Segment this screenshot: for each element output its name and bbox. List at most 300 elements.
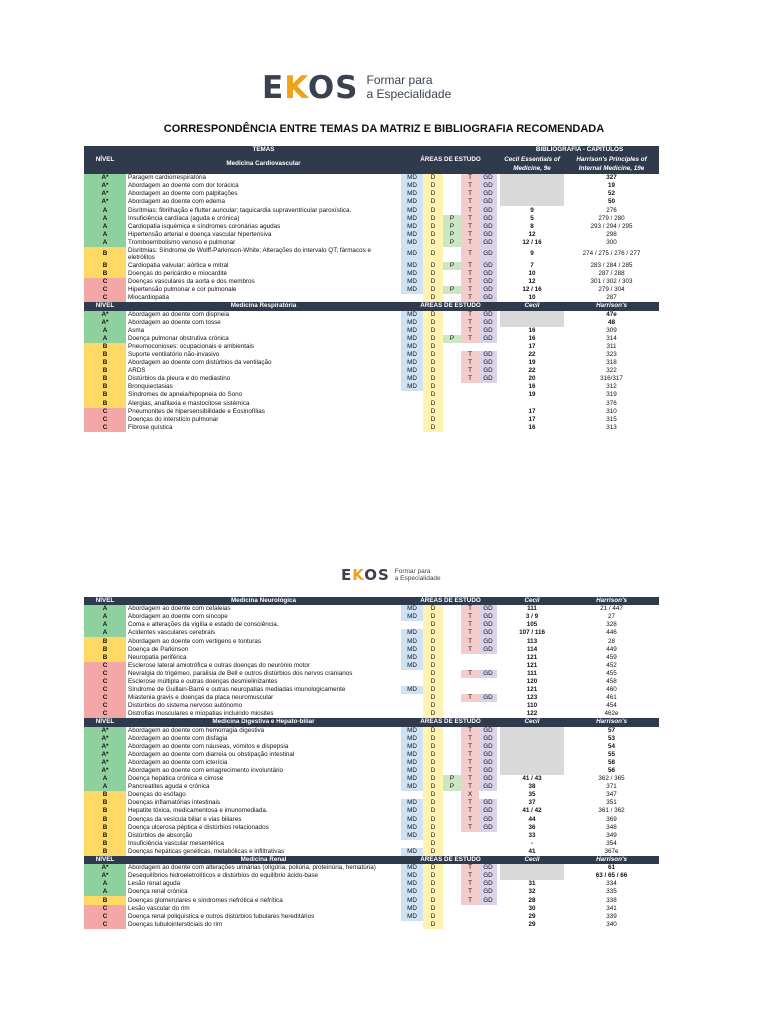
area-gd: GD: [479, 262, 497, 270]
table-row: [84, 678, 659, 686]
header-biblio: BIBLIOGRAFIA - CAPÍTULOS: [500, 146, 659, 154]
level-badge: A: [84, 775, 126, 783]
harrison-chapter: 300: [606, 238, 617, 246]
level-badge: A: [84, 206, 126, 214]
area-md: [401, 710, 423, 718]
topic-cell: Insuficiência cardíaca (aguda e crónica): [128, 214, 240, 222]
topic-cell: Doença ulcerosa péptica e distúrbios relacionados: [128, 823, 269, 831]
area-p: P: [443, 335, 461, 343]
table-row: [84, 710, 659, 718]
topic-cell: Asma: [128, 326, 145, 334]
area-t: T: [461, 670, 479, 678]
table-row: [84, 702, 659, 710]
table-row: [84, 383, 659, 391]
level-badge: A: [84, 223, 126, 231]
table-row: [84, 400, 659, 408]
area-md: MD: [401, 654, 423, 662]
area-d: D: [423, 896, 443, 904]
cecil-chapter: 22: [528, 351, 536, 359]
topic-cell: Abordagem ao doente com dispneia: [128, 310, 230, 318]
topic-cell: Doença pulmonar obstrutiva crónica: [128, 334, 229, 342]
harrison-chapter: 316/317: [600, 375, 623, 383]
table-row: [84, 174, 659, 182]
area-t: T: [461, 198, 479, 206]
harrison-chapter: 47e: [606, 310, 617, 318]
area-p: [443, 247, 461, 262]
cecil-chapter: [500, 311, 564, 319]
table-row: [84, 359, 659, 367]
table-row: [84, 391, 659, 399]
cecil-chapter: 121: [526, 653, 538, 661]
area-gd: [479, 424, 497, 432]
harrison-chapter: 340: [606, 920, 617, 928]
cecil-chapter: 110: [526, 702, 538, 710]
cecil-chapter: [500, 174, 564, 182]
topic-cell: Distúrbios da pleura e do mediastino: [128, 375, 231, 383]
area-t: T: [461, 319, 479, 327]
area-p: [443, 351, 461, 359]
area-p: [443, 791, 461, 799]
area-gd: GD: [479, 319, 497, 327]
cecil-chapter: [500, 727, 564, 735]
topic-cell: Miastenia gravis e doenças da placa neuromuscular: [128, 694, 274, 702]
area-d: D: [423, 286, 443, 294]
bibliography-table-2: [84, 597, 659, 929]
document-title: CORRESPONDÊNCIA ENTRE TEMAS DA MATRIZ E BIBLIOGRAFIA RECOMENDADA: [163, 123, 605, 135]
area-t: T: [461, 286, 479, 294]
area-gd: GD: [479, 888, 497, 896]
area-d: D: [423, 702, 443, 710]
cecil-chapter: 9: [530, 206, 534, 214]
topic-cell: Paragem cardiorrespiratória: [128, 174, 207, 182]
topic-cell: Abordagem ao doente com edema: [128, 198, 225, 206]
level-badge: B: [84, 262, 126, 270]
area-d: D: [423, 311, 443, 319]
level-badge: B: [84, 646, 126, 654]
area-p: [443, 743, 461, 751]
area-md: MD: [401, 637, 423, 645]
level-badge: A*: [84, 319, 126, 327]
header-nivel: NÍVEL: [84, 146, 126, 174]
area-d: D: [423, 662, 443, 670]
table-row: [84, 807, 659, 815]
area-d: D: [423, 872, 443, 880]
harrison-chapter: 461: [606, 694, 617, 702]
area-p: P: [443, 783, 461, 791]
topic-cell: Doenças da vesícula biliar e vias biliares: [128, 815, 242, 823]
area-md: MD: [401, 662, 423, 670]
level-badge: B: [84, 637, 126, 645]
topic-cell: Abordagem ao doente com disfagia: [128, 734, 228, 742]
table-row: [84, 223, 659, 231]
table-row: [84, 864, 659, 872]
area-md: MD: [401, 375, 423, 383]
area-d: D: [423, 791, 443, 799]
harrison-chapter: 19: [608, 182, 616, 190]
area-t: [461, 408, 479, 416]
table-row: [84, 832, 659, 840]
level-badge: C: [84, 670, 126, 678]
topic-cell: Abordagem ao doente com hemorragia digestiva: [128, 726, 265, 734]
area-p: [443, 629, 461, 637]
cecil-chapter: 31: [528, 880, 536, 888]
harrison-chapter: 455: [606, 669, 617, 677]
topic-cell: Doença renal crónica: [128, 888, 188, 896]
level-badge: A: [84, 880, 126, 888]
area-p: [443, 613, 461, 621]
table-row: [84, 621, 659, 629]
harrison-chapter: 313: [606, 423, 617, 431]
area-t: [461, 662, 479, 670]
harrison-chapter: 312: [606, 383, 617, 391]
area-md: MD: [401, 231, 423, 239]
area-t: [461, 416, 479, 424]
cecil-chapter: 12: [528, 278, 536, 286]
level-badge: B: [84, 807, 126, 815]
topic-cell: Desequilíbrios hidroeletrolíticos e distúrbios do equilíbrio ácido-base: [128, 872, 319, 880]
level-badge: A*: [84, 182, 126, 190]
logo-mark: EKOS: [262, 70, 359, 106]
level-badge: B: [84, 816, 126, 824]
harrison-chapter: 362 / 365: [598, 775, 625, 783]
harrison-chapter: 338: [606, 896, 617, 904]
cecil-chapter: 3 / 9: [525, 613, 539, 621]
area-gd: GD: [479, 646, 497, 654]
harrison-chapter: 341: [606, 904, 617, 912]
harrison-chapter: 53: [608, 734, 616, 742]
area-d: D: [423, 824, 443, 832]
topic-cell: Doenças do interstício pulmonar: [128, 415, 219, 423]
topic-cell: Abordagem ao doente com palpitações: [128, 190, 238, 198]
topic-cell: Doenças glomerulares e síndromes nefrótica e nefrítica: [128, 896, 283, 904]
cecil-chapter: 16: [528, 334, 536, 342]
area-md: MD: [401, 613, 423, 621]
level-badge: A*: [84, 190, 126, 198]
table-row: [84, 270, 659, 278]
level-badge: A: [84, 888, 126, 896]
level-badge: C: [84, 921, 126, 929]
area-t: [461, 400, 479, 408]
cecil-chapter: 10: [528, 294, 536, 302]
harrison-chapter: 310: [606, 407, 617, 415]
area-t: [461, 905, 479, 913]
cecil-chapter: 29: [528, 920, 536, 928]
area-gd: GD: [479, 629, 497, 637]
table-row: [84, 905, 659, 913]
area-p: [443, 327, 461, 335]
level-badge: B: [84, 351, 126, 359]
harrison-chapter: 287: [606, 294, 617, 302]
area-gd: GD: [479, 751, 497, 759]
area-t: T: [461, 206, 479, 214]
section-header-0: Medicina Cardiovascular: [126, 154, 401, 174]
harrison-chapter: 449: [606, 645, 617, 653]
area-md: [401, 416, 423, 424]
area-t: T: [461, 799, 479, 807]
bibliography-table-1: [84, 146, 659, 432]
cecil-chapter: 35: [528, 791, 536, 799]
area-t: T: [461, 223, 479, 231]
level-badge: B: [84, 367, 126, 375]
area-md: MD: [401, 605, 423, 613]
area-p: [443, 182, 461, 190]
area-p: [443, 605, 461, 613]
level-badge: A*: [84, 872, 126, 880]
level-badge: C: [84, 694, 126, 702]
harrison-chapter: 28: [608, 637, 616, 645]
area-md: [401, 408, 423, 416]
area-d: D: [423, 400, 443, 408]
area-md: MD: [401, 629, 423, 637]
area-t: T: [461, 864, 479, 872]
area-d: D: [423, 840, 443, 848]
cecil-chapter: 17: [528, 415, 536, 423]
harrison-chapter: 361 / 362: [598, 807, 625, 815]
area-t: T: [461, 190, 479, 198]
header-nivel: NÍVEL: [84, 597, 126, 605]
table-row: [84, 629, 659, 637]
harrison-chapter: 309: [606, 326, 617, 334]
header-temas: TEMAS: [126, 146, 401, 154]
area-t: [461, 654, 479, 662]
level-badge: A: [84, 783, 126, 791]
area-md: MD: [401, 190, 423, 198]
area-md: [401, 424, 423, 432]
harrison-chapter: 276: [606, 206, 617, 214]
cecil-chapter: [500, 767, 564, 775]
header-areas: ÁREAS DE ESTUDO: [401, 146, 500, 174]
area-md: MD: [401, 327, 423, 335]
area-d: D: [423, 375, 443, 383]
area-d: D: [423, 262, 443, 270]
harrison-chapter: 327: [606, 174, 617, 182]
harrison-chapter: 318: [606, 359, 617, 367]
area-gd: [479, 662, 497, 670]
area-gd: [479, 832, 497, 840]
harrison-chapter: 311: [606, 342, 617, 350]
area-gd: GD: [479, 807, 497, 815]
area-p: [443, 888, 461, 896]
topic-cell: Abordagem ao doente com diarreia ou obstipação intestinal: [128, 750, 295, 758]
harrison-chapter: 462e: [604, 710, 619, 718]
area-md: MD: [401, 751, 423, 759]
area-d: D: [423, 637, 443, 645]
area-md: [401, 702, 423, 710]
table-row: [84, 848, 659, 856]
area-md: MD: [401, 206, 423, 214]
area-t: [461, 710, 479, 718]
level-badge: B: [84, 247, 126, 262]
area-d: D: [423, 629, 443, 637]
area-p: [443, 270, 461, 278]
level-badge: A: [84, 605, 126, 613]
level-badge: C: [84, 702, 126, 710]
area-d: D: [423, 670, 443, 678]
cecil-chapter: 28: [528, 896, 536, 904]
harrison-chapter: 347: [606, 791, 617, 799]
area-p: [443, 198, 461, 206]
level-badge: B: [84, 391, 126, 399]
section-header-3: Medicina Digestiva e Hepato-biliar: [126, 718, 401, 726]
area-p: [443, 400, 461, 408]
area-p: P: [443, 262, 461, 270]
harrison-chapter: 314: [606, 334, 617, 342]
area-p: [443, 670, 461, 678]
table-row: [84, 351, 659, 359]
area-d: D: [423, 775, 443, 783]
cecil-chapter: 114: [526, 645, 538, 653]
level-badge: B: [84, 791, 126, 799]
level-badge: C: [84, 913, 126, 921]
table-row: [84, 816, 659, 824]
topic-cell: Abordagem ao doente com vertigens e tonturas: [128, 637, 262, 645]
area-gd: GD: [479, 206, 497, 214]
brand-logo-small: [341, 566, 441, 584]
area-p: [443, 367, 461, 375]
area-t: T: [461, 613, 479, 621]
header-areas: ÁREAS DE ESTUDO: [401, 856, 500, 864]
area-md: [401, 391, 423, 399]
area-t: T: [461, 335, 479, 343]
level-badge: C: [84, 424, 126, 432]
topic-cell: Cardiopatia valvular: aórtica e mitral: [128, 261, 229, 269]
area-md: MD: [401, 799, 423, 807]
area-gd: GD: [479, 215, 497, 223]
area-d: D: [423, 694, 443, 702]
topic-cell: Doença renal poliquística e outros distúrbios tubulares hereditários: [128, 912, 315, 920]
area-t: [461, 840, 479, 848]
level-badge: A: [84, 215, 126, 223]
harrison-chapter: 369: [606, 815, 617, 823]
area-md: MD: [401, 872, 423, 880]
area-md: MD: [401, 343, 423, 351]
table-row: [84, 694, 659, 702]
harrison-chapter: 21 / 447: [600, 605, 623, 613]
harrison-chapter: 279 / 304: [598, 286, 625, 294]
table-row: [84, 319, 659, 327]
area-d: D: [423, 880, 443, 888]
area-md: [401, 694, 423, 702]
area-md: [401, 791, 423, 799]
area-md: MD: [401, 727, 423, 735]
table-row: [84, 294, 659, 302]
area-gd: GD: [479, 816, 497, 824]
area-t: T: [461, 767, 479, 775]
harrison-chapter: 27: [608, 613, 616, 621]
area-t: T: [461, 262, 479, 270]
area-p: [443, 710, 461, 718]
harrison-chapter: 452: [606, 661, 617, 669]
area-gd: GD: [479, 335, 497, 343]
topic-cell: Síndrome de Guillain-Barré e outras neuropatias mediadas imunologicamente: [128, 686, 346, 694]
area-md: [401, 294, 423, 302]
table-row: [84, 231, 659, 239]
area-t: T: [461, 621, 479, 629]
table-row: [84, 278, 659, 286]
cecil-chapter: 12 / 16: [522, 286, 542, 294]
harrison-chapter: 279 / 280: [598, 214, 625, 222]
table-row: [84, 335, 659, 343]
area-d: D: [423, 816, 443, 824]
area-gd: [479, 905, 497, 913]
area-md: MD: [401, 215, 423, 223]
level-badge: B: [84, 654, 126, 662]
cecil-chapter: 121: [526, 661, 538, 669]
area-gd: [479, 840, 497, 848]
area-d: D: [423, 424, 443, 432]
area-d: D: [423, 646, 443, 654]
level-badge: B: [84, 343, 126, 351]
topic-cell: Distúrbios de absorção: [128, 831, 193, 839]
table-row: [84, 743, 659, 751]
area-p: [443, 383, 461, 391]
level-badge: A: [84, 231, 126, 239]
table-row: [84, 913, 659, 921]
area-t: T: [461, 215, 479, 223]
area-md: MD: [401, 223, 423, 231]
area-d: D: [423, 294, 443, 302]
area-p: [443, 694, 461, 702]
area-t: T: [461, 694, 479, 702]
area-p: [443, 751, 461, 759]
cecil-chapter: 36: [528, 823, 536, 831]
area-gd: [479, 686, 497, 694]
harrison-chapter: 460: [606, 686, 617, 694]
topic-cell: Abordagem ao doente com alterações urinárias (olígúria, poliúria, proteinúria, hematúria): [128, 864, 376, 872]
topic-cell: Abordagem ao doente com icterícia: [128, 758, 228, 766]
area-d: D: [423, 686, 443, 694]
area-md: MD: [401, 896, 423, 904]
area-p: [443, 174, 461, 182]
section-header-4: Medicina Renal: [126, 856, 401, 864]
area-t: T: [461, 646, 479, 654]
area-p: [443, 767, 461, 775]
header-cecil: Cecil: [500, 718, 564, 726]
area-p: [443, 408, 461, 416]
level-badge: C: [84, 408, 126, 416]
area-md: MD: [401, 270, 423, 278]
header-harrison: Harrison's: [564, 597, 659, 605]
area-p: P: [443, 239, 461, 247]
area-p: [443, 702, 461, 710]
area-d: D: [423, 832, 443, 840]
area-d: D: [423, 848, 443, 856]
cecil-chapter: 16: [528, 383, 536, 391]
cecil-chapter: 8: [530, 222, 534, 230]
area-d: D: [423, 888, 443, 896]
area-d: D: [423, 864, 443, 872]
area-md: MD: [401, 182, 423, 190]
area-p: [443, 391, 461, 399]
cecil-chapter: 20: [528, 375, 536, 383]
table-row: [84, 613, 659, 621]
area-p: [443, 896, 461, 904]
table-row: [84, 247, 659, 262]
level-badge: B: [84, 824, 126, 832]
level-badge: A: [84, 327, 126, 335]
area-t: T: [461, 888, 479, 896]
area-md: MD: [401, 767, 423, 775]
area-d: D: [423, 613, 443, 621]
level-badge: B: [84, 400, 126, 408]
area-md: MD: [401, 735, 423, 743]
area-gd: GD: [479, 190, 497, 198]
area-md: MD: [401, 807, 423, 815]
harrison-chapter: 293 / 294 / 295: [590, 222, 633, 230]
area-t: T: [461, 367, 479, 375]
logo-tagline: Formar para a Especialidade: [394, 567, 441, 582]
area-d: D: [423, 182, 443, 190]
